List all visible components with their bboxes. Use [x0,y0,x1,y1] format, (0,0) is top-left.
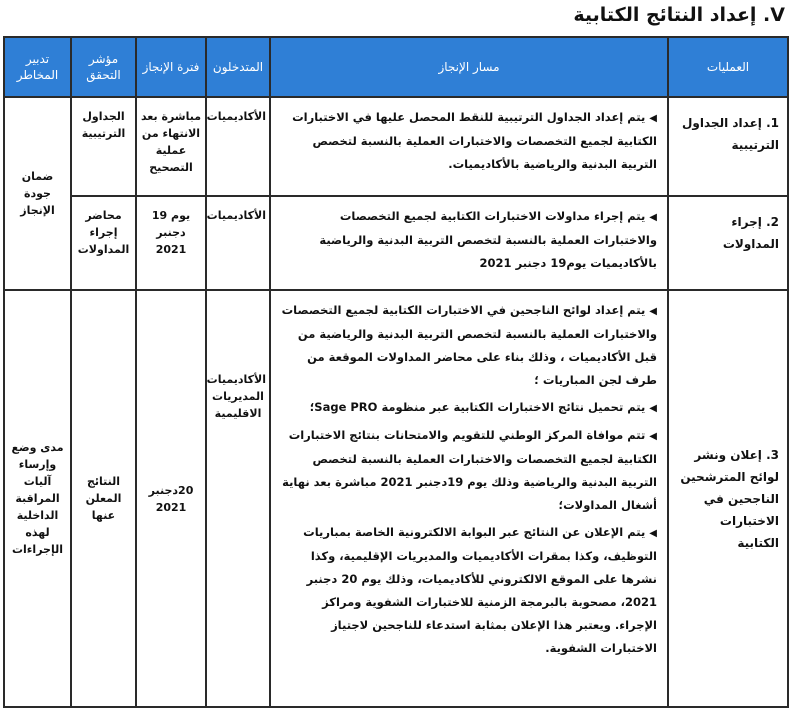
path-step: ◀يتم تحميل نتائج الاختبارات الكتابية عبر منظومة Sage PRO؛ [309,400,657,414]
path-cell [270,196,668,290]
path-step: ◀يتم إعداد لوائح الناجحين في الاختبارات الكتابية لجميع التخصصات والاختبارات العملية بالنسبة لتخصص التربية البدنية والرياضية من قبل الأكاديميات ، وذلك بناء على محاضر المداولات الموقعة من طرف لجن المباريات ؛ [281,303,657,387]
risk-cell-top: ضمان جودة الإنجاز [4,97,71,290]
triangle-bullet-icon: ◀ [649,306,657,317]
period-cell: مباشرة بعد الانتهاء من عملية التصحيح [136,97,206,196]
triangle-bullet-icon: ◀ [649,528,657,539]
header-actors: المتدخلون [206,37,270,97]
table-header-row [4,37,788,97]
period-cell: 20دجنبر 2021 [136,290,206,707]
triangle-bullet-icon: ◀ [649,212,657,223]
results-table [3,36,789,708]
operation-cell: 3. إعلان ونشر لوائح المترشحين الناجحين في الاختبارات الكتابية [668,290,788,707]
triangle-bullet-icon: ◀ [649,431,657,442]
path-cell [270,97,668,196]
header-operations: العمليات [668,37,788,97]
path-step: ◀يتم إجراء مداولات الاختبارات الكتابية لجميع التخصصات والاختبارات العملية بالنسبة لتخصص التربية البدنية والرياضية بالأكاديميات يوم19 دجنبر 2021 [319,209,657,270]
triangle-bullet-icon: ◀ [649,113,657,124]
actors-cell: الأكاديميات المديريات الاقليمية [206,290,270,707]
path-step: ◀يتم إعداد الجداول الترتيبية للنقط المحصل عليها في الاختبارات الكتابية لجميع التخصصات والاختبارات العملية بالنسبة لتخصص التربية البدنية والرياضية بالأكاديميات. [292,110,657,171]
triangle-bullet-icon: ◀ [649,403,657,414]
header-path: مسار الإنجاز [270,37,668,97]
table-row [4,290,788,707]
actors-cell: الأكاديميات [206,97,270,196]
risk-cell-bottom: مدى وضع وإرساء آليات المراقبة الداخلية لهذه الإجراءات [4,290,71,707]
path-cell [270,290,668,707]
table-row [4,196,788,290]
path-step: ◀تتم موافاة المركز الوطني للتقويم والامتحانات بنتائج الاختبارات الكتابية لجميع التخصصات والاختبارات العملية بالنسبة لتخصص التربية البدنية والرياضية وذلك يوم 19دجنبر 2021 مباشرة بعد نهاية أشغال المداولات؛ [282,428,657,512]
operation-cell: 1. إعداد الجداول الترتيبية [668,97,788,196]
header-risk: تدبير المخاطر [4,37,71,97]
header-period: فترة الإنجاز [136,37,206,97]
actors-cell: الأكاديميات [206,196,270,290]
operation-cell: 2. إجراء المداولات [668,196,788,290]
period-cell: يوم 19 دجنبر 2021 [136,196,206,290]
table-row [4,97,788,196]
header-indicator: مؤشر التحقق [71,37,136,97]
indicator-cell: النتائج المعلن عنها [71,290,136,707]
indicator-cell: محاضر إجراء المداولات [71,196,136,290]
indicator-cell: الجداول الترتيبية [71,97,136,196]
path-step: ◀يتم الإعلان عن النتائج عبر البوابة الالكترونية الخاصة بمباريات التوظيف، وكذا بمقرات الأكاديميات والمديريات الإقليمية، وكذا نشرها على الموقع الالكتروني للأكاديميات، وذلك يوم 20 دجنبر 2021، مصحوبة بالبرمجة الزمنية للاختبارات الشفوية ومراكز الإجراء. ويعتبر هذا الإعلان بمثابة استدعاء للناجحين لاجتياز الاختبارات الشفوية. [303,525,657,655]
section-title: V. إعداد النتائج الكتابية [573,4,785,26]
